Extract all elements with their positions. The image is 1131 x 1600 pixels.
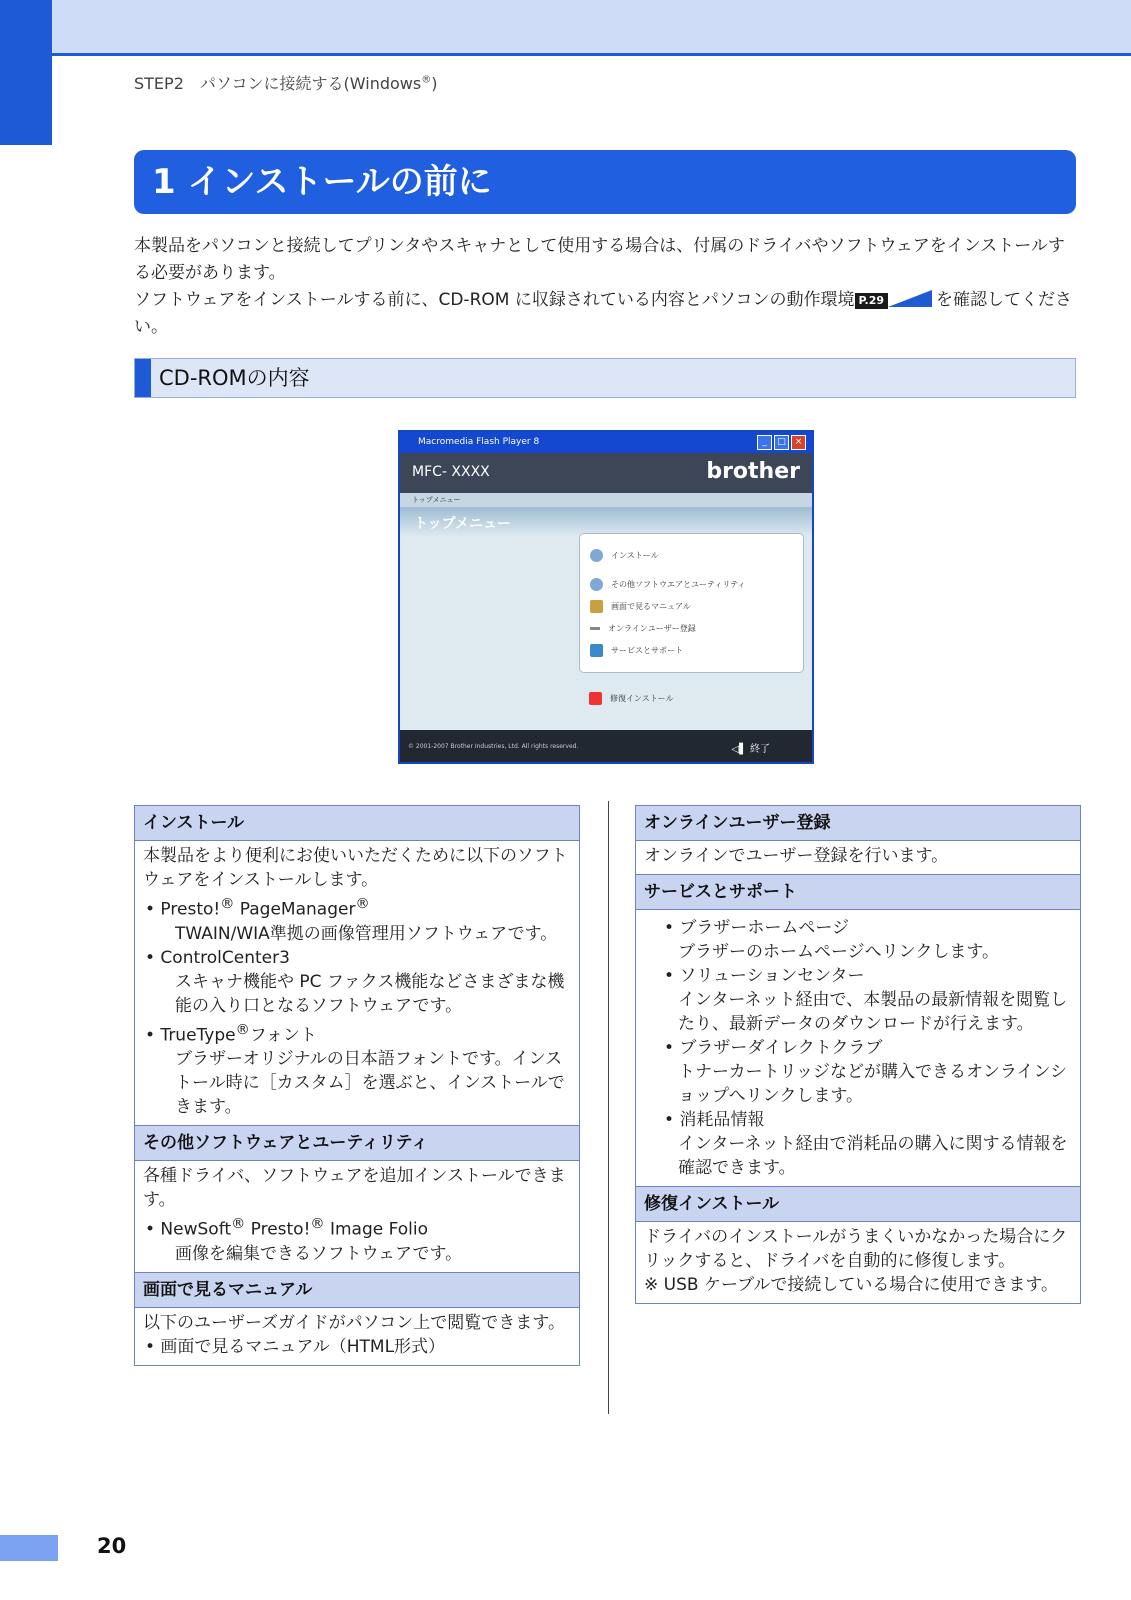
header-text: STEP2 パソコンに接続する(Windows (134, 74, 422, 93)
reg-mark: ® (231, 1216, 246, 1233)
repair-install-body (636, 1222, 1080, 1303)
manual-desc: 以下のユーザーズガイドがパソコン上で閲覧できます。 (143, 1312, 565, 1333)
brand-logo: brother (706, 459, 800, 484)
window-icon (590, 644, 603, 657)
bullet-truetype (143, 1018, 571, 1048)
bullet-desc: インターネット経由で消耗品の購入に関する情報を確認できます。 (678, 1134, 1068, 1178)
install-body (135, 841, 579, 1126)
menu-item-repair (589, 692, 674, 705)
breadcrumb: トップメニュー (400, 493, 814, 507)
bullet-direct-club: • ブラザーダイレクトクラブ (664, 1038, 883, 1058)
online-registration-heading: オンラインユーザー登録 (636, 806, 1080, 841)
top-band (0, 0, 1131, 56)
intro-p2-text: ソフトウェアをインストールする前に、CD-ROM に収録されている内容とパソコンの動作環境 (134, 290, 855, 310)
header-reg: ® (421, 74, 432, 86)
bullet-text: PageManager (234, 899, 356, 920)
bullet-text: Presto! (245, 1219, 311, 1240)
service-support-body (636, 910, 1080, 1187)
other-desc: 各種ドライバ、ソフトウェアを追加インストールできます。 (143, 1166, 566, 1211)
bullet-desc: スキャナ機能や PC ファクス機能などさまざまな機能の入り口となるソフトウェアです。 (175, 971, 565, 1016)
bullet-text: • Presto! (145, 899, 221, 920)
manual-heading: 画面で見るマニュアル (135, 1273, 579, 1308)
service-support-heading: サービスとサポート (636, 875, 1080, 910)
bullet-homepage: • ブラザーホームページ (664, 918, 850, 938)
menu-title: トップメニュー (414, 516, 512, 532)
page-reference-arrow-icon (888, 290, 932, 307)
book-icon (590, 600, 603, 613)
cdrom-menu-screenshot (398, 430, 814, 764)
bullet-solution-center: • ソリューションセンター (664, 966, 865, 986)
menu-item-support (590, 641, 683, 661)
repair-desc: ドライバのインストールがうまくいかなかった場合にクリックすると、ドライバを自動的に修復します。 (644, 1227, 1068, 1271)
repair-icon (589, 692, 602, 705)
cd-icon (590, 578, 603, 591)
model-label: MFC- XXXX (412, 464, 490, 480)
app-footer (400, 730, 812, 762)
left-info-table (134, 805, 580, 1366)
cd-icon (590, 549, 603, 562)
window-title: Macromedia Flash Player 8 (418, 437, 540, 447)
pencil-icon (590, 627, 600, 630)
bullet-html-manual: • 画面で見るマニュアル（HTML形式） (145, 1336, 446, 1357)
repair-note: ※ USB ケーブルで接続している場合に使用できます。 (644, 1275, 1059, 1295)
page-number: 20 (97, 1534, 127, 1558)
online-registration-body: オンラインでユーザー登録を行います。 (636, 841, 1080, 875)
manual-body (135, 1308, 579, 1365)
copyright: © 2001-2007 Brother Industries, Ltd. All rights reserved. (408, 743, 579, 750)
subheading-text: CD-ROMの内容 (159, 366, 310, 390)
app-header (400, 453, 812, 493)
page-number-block (0, 1535, 58, 1561)
right-info-table (635, 805, 1081, 1304)
menu-item-install (590, 546, 659, 566)
window-titlebar (400, 432, 812, 453)
menu-item-label: 画面で見るマニュアル (611, 602, 691, 611)
intro-paragraph-2 (134, 287, 1076, 341)
close-icon: × (791, 435, 806, 450)
menu-item-label: インストール (611, 551, 659, 560)
bullet-desc: 画像を編集できるソフトウェアです。 (175, 1243, 463, 1264)
left-accent-bar (0, 0, 52, 145)
menu-item-label: オンラインユーザー登録 (608, 624, 696, 633)
bullet-desc: ブラザーのホームページへリンクします。 (678, 942, 999, 962)
reg-mark: ® (355, 896, 370, 912)
maximize-icon: □ (774, 435, 789, 450)
bullet-desc: TWAIN/WIA準拠の画像管理用ソフトウェアです。 (175, 923, 558, 944)
menu-item-label: サービスとサポート (611, 646, 683, 655)
bullet-desc: ブラザーオリジナルの日本語フォントです。インストール時に［カスタム］を選ぶと、インストールできます。 (175, 1049, 565, 1118)
bullet-desc: インターネット経由で、本製品の最新情報を閲覧したり、最新データのダウンロードが行えます。 (678, 990, 1068, 1034)
menu-item-label: その他ソフトウエアとユーティリティ (611, 580, 746, 589)
menu-item-other-software (590, 575, 746, 595)
exit-button: ◁▌ 終了 (731, 744, 770, 755)
other-software-heading: その他ソフトウェアとユーティリティ (135, 1126, 579, 1161)
install-desc: 本製品をより便利にお使いいただくために以下のソフトウェアをインストールします。 (143, 846, 568, 890)
repair-label: 修復インストール (610, 694, 674, 703)
menu-panel (579, 533, 804, 673)
intro-p2-end: を確認してください。 (134, 290, 1073, 337)
bullet-desc: トナーカートリッジなどが購入できるオンラインショップへリンクします。 (678, 1062, 1068, 1106)
bullet-pagemanager (143, 892, 571, 922)
bullet-text: フォント (249, 1025, 317, 1046)
running-header (134, 71, 437, 94)
install-heading: インストール (135, 806, 579, 841)
reg-mark: ® (235, 1021, 250, 1038)
reg-mark: ® (220, 896, 235, 912)
subheading (134, 358, 1076, 398)
bullet-text: • NewSoft (145, 1219, 232, 1240)
bullet-imagefolio (143, 1212, 571, 1242)
menu-item-manual (590, 597, 691, 617)
bullet-controlcenter: • ControlCenter3 (145, 947, 290, 968)
subheading-marker (135, 359, 151, 397)
reg-mark: ® (310, 1216, 325, 1233)
bullet-text: • TrueType (145, 1025, 236, 1046)
other-software-body (135, 1161, 579, 1273)
exit-label: 終了 (750, 744, 770, 755)
page-reference-badge[interactable]: P.29 (855, 293, 889, 309)
column-divider (608, 801, 609, 1414)
section-title: 1 インストールの前に (134, 150, 1076, 214)
bullet-supplies: • 消耗品情報 (664, 1110, 765, 1130)
menu-item-registration (590, 619, 696, 639)
bullet-text: Image Folio (324, 1219, 429, 1240)
repair-install-heading: 修復インストール (636, 1187, 1080, 1222)
intro-paragraph-1: 本製品をパソコンと接続してプリンタやスキャナとして使用する場合は、付属のドライバやソフトウェアをインストールする必要があります。 (134, 236, 1065, 283)
header-suffix: ) (431, 74, 438, 93)
minimize-icon: _ (757, 435, 772, 450)
